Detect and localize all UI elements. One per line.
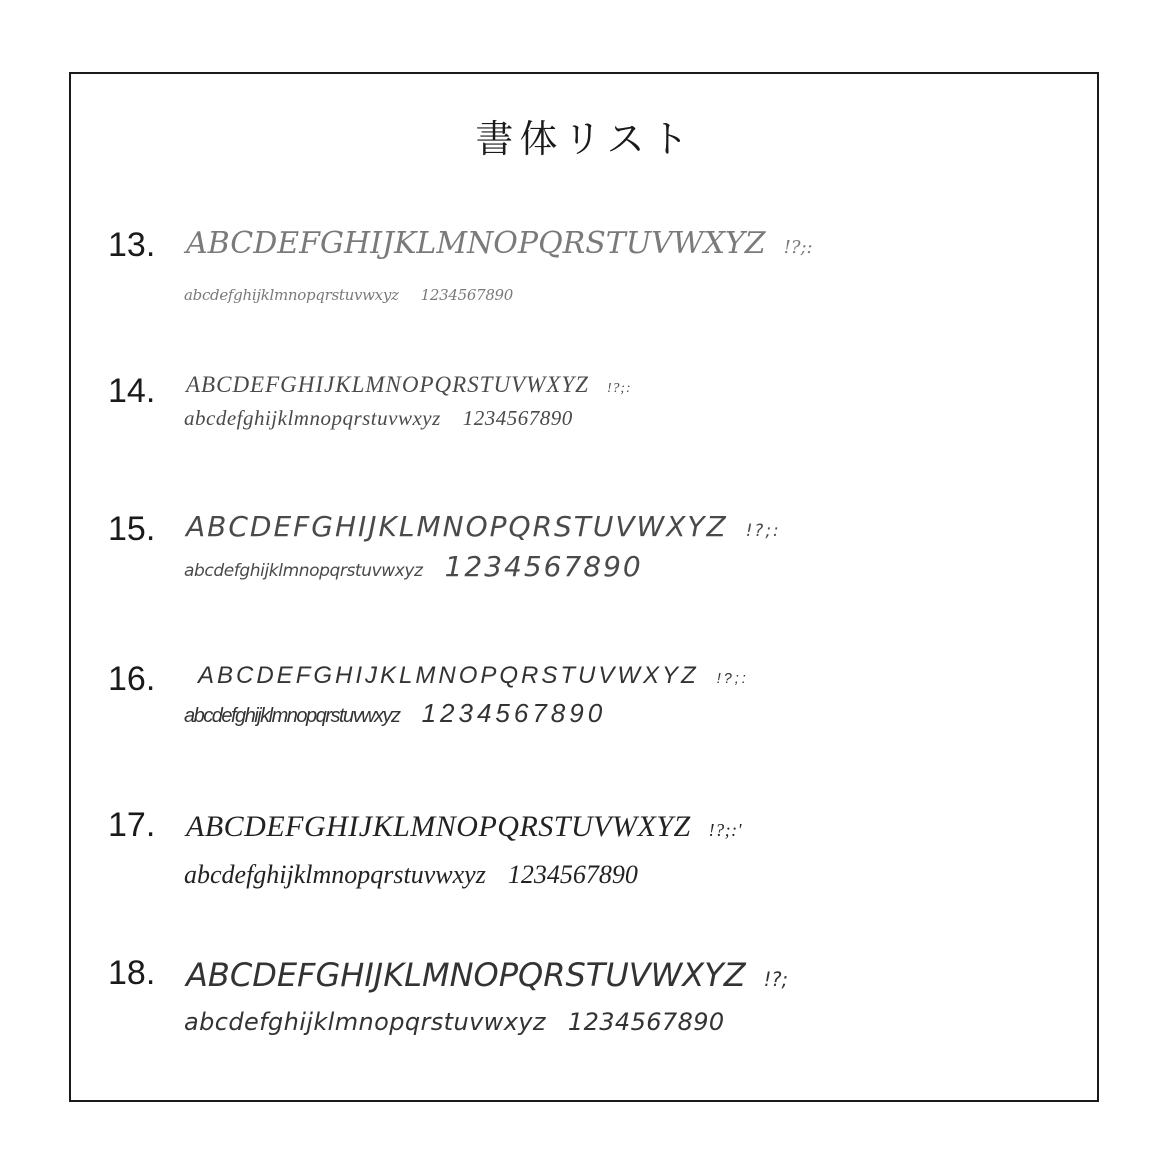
uppercase-sample: ABCDEFGHIJKLMNOPQRSTUVWXYZ (186, 956, 746, 994)
specimen-uppercase-line (198, 662, 749, 690)
punctuation-sample: !?;: (716, 671, 749, 687)
lowercase-sample: abcdefghijklmnopqrstuvwxyz (184, 1008, 546, 1036)
punctuation-sample: !?;: (606, 380, 632, 395)
specimen-number: 14. (108, 372, 156, 410)
digits-sample: 1234567890 (420, 286, 514, 304)
specimen-uppercase-line (186, 956, 788, 994)
specimen-number: 18. (108, 954, 156, 992)
punctuation-sample: !?; (763, 968, 788, 991)
specimen-uppercase-line (186, 226, 813, 261)
digits-sample: 1234567890 (567, 1008, 725, 1036)
uppercase-sample: ABCDEFGHIJKLMNOPQRSTUVWXYZ (198, 662, 699, 689)
specimen-number: 16. (108, 660, 156, 698)
specimen-uppercase-line (186, 810, 742, 844)
uppercase-sample: ABCDEFGHIJKLMNOPQRSTUVWXYZ (186, 810, 691, 843)
specimen-number: 13. (108, 226, 156, 264)
lowercase-sample: abcdefghijklmnopqrstuvwxyz (184, 705, 400, 727)
specimen-lowercase-line (184, 698, 606, 729)
uppercase-sample: ABCDEFGHIJKLMNOPQRSTUVWXYZ (186, 372, 589, 397)
specimen-number: 15. (108, 510, 156, 548)
lowercase-sample: abcdefghijklmnopqrstuvwxyz (184, 286, 399, 304)
specimen-lowercase-line (184, 860, 638, 890)
page-title: 書体リスト (475, 117, 695, 161)
specimen-uppercase-line (186, 372, 632, 398)
specimen-lowercase-line (184, 550, 643, 583)
uppercase-sample: ABCDEFGHIJKLMNOPQRSTUVWXYZ (186, 510, 728, 543)
punctuation-sample: !?;: (783, 237, 813, 258)
specimen-lowercase-line (184, 1008, 725, 1036)
digits-sample: 1234567890 (444, 550, 643, 583)
lowercase-sample: abcdefghijklmnopqrstuvwxyz (184, 561, 423, 581)
punctuation-sample: !?;: (745, 520, 781, 540)
digits-sample: 1234567890 (421, 698, 607, 728)
lowercase-sample: abcdefghijklmnopqrstuvwxyz (184, 406, 441, 430)
digits-sample: 1234567890 (507, 860, 638, 889)
lowercase-sample: abcdefghijklmnopqrstuvwxyz (184, 860, 486, 889)
punctuation-sample: !?;:' (708, 820, 742, 840)
uppercase-sample: ABCDEFGHIJKLMNOPQRSTUVWXYZ (186, 226, 766, 261)
specimen-number: 17. (108, 806, 156, 844)
specimen-lowercase-line (184, 406, 573, 431)
specimen-lowercase-line (184, 286, 513, 304)
digits-sample: 1234567890 (462, 406, 573, 430)
specimen-uppercase-line (186, 510, 781, 543)
